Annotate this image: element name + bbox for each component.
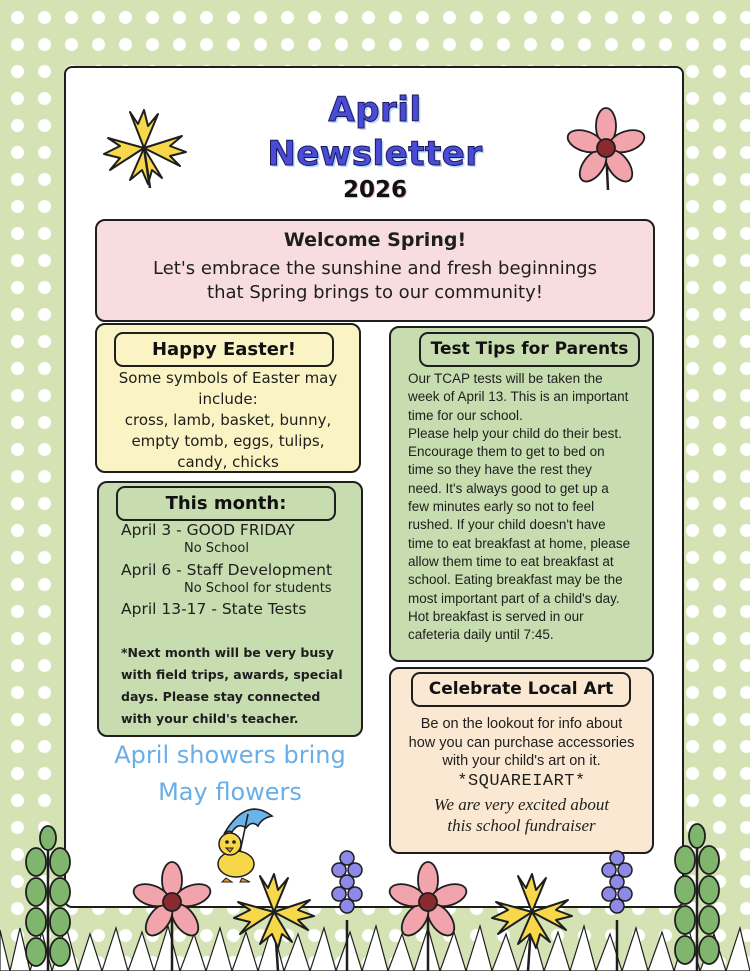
showers-line1: April showers bring bbox=[114, 741, 346, 769]
local-art-closing2: this school fundraiser bbox=[447, 816, 596, 835]
this-month-heading: This month: bbox=[116, 486, 336, 521]
notice-line: with field trips, awards, special bbox=[121, 667, 343, 682]
notice-line: with your child's teacher. bbox=[121, 711, 299, 726]
test-tip-line: time to eat breakfast at home, please bbox=[408, 535, 631, 551]
easter-line1: Some symbols of Easter may bbox=[118, 369, 338, 387]
local-art-line3: with your child's art on it. bbox=[442, 753, 601, 769]
easter-line3: cross, lamb, basket, bunny, bbox=[124, 411, 332, 429]
test-tip-line: time for our school. bbox=[408, 407, 523, 423]
test-tip-line: week of April 13. This is an important bbox=[408, 389, 629, 405]
yellow-flower-icon bbox=[100, 104, 192, 192]
test-tip-line: allow them time to eat breakfast at bbox=[408, 553, 614, 569]
event-label: April 13-17 - State Tests bbox=[121, 600, 307, 618]
event-label: April 3 - GOOD FRIDAY bbox=[121, 521, 295, 539]
welcome-line2: that Spring brings to our community! bbox=[207, 282, 543, 303]
newsletter-title-line2: Newsletter bbox=[267, 134, 483, 174]
easter-line2: include: bbox=[198, 390, 258, 408]
test-tip-line: rushed. If your child doesn't have bbox=[408, 517, 606, 533]
test-tips-body bbox=[408, 370, 652, 644]
local-art-brand: *SQUAREIART* bbox=[457, 772, 586, 791]
notice-line: *Next month will be very busy bbox=[121, 645, 334, 660]
test-tip-line: time so they have the rest they bbox=[408, 462, 592, 478]
local-art-line2: how you can purchase accessories bbox=[408, 735, 635, 751]
notice-line: days. Please stay connected bbox=[121, 689, 321, 704]
test-tip-line: Please help your child do their best. bbox=[408, 425, 622, 441]
easter-heading: Happy Easter! bbox=[114, 332, 334, 367]
test-tip-line: cafeteria daily until 7:45. bbox=[408, 627, 554, 643]
flower-garden-border bbox=[0, 810, 750, 971]
event-note: No School bbox=[184, 541, 249, 556]
test-tip-line: need. It's always good to get up a bbox=[408, 480, 609, 496]
local-art-heading: Celebrate Local Art bbox=[411, 672, 631, 707]
easter-line5: candy, chicks bbox=[177, 453, 279, 471]
local-art-line1: Be on the lookout for info about bbox=[420, 716, 623, 732]
welcome-heading: Welcome Spring! bbox=[283, 229, 467, 251]
test-tip-line: school. Eating breakfast may be the bbox=[408, 572, 623, 588]
test-tip-line: Encourage them to get to bed on bbox=[408, 444, 605, 460]
test-tip-line: most important part of a child's day. bbox=[408, 590, 620, 606]
local-art-closing1: We are very excited about bbox=[433, 795, 610, 814]
newsletter-year: 2026 bbox=[342, 177, 407, 203]
easter-line4: empty tomb, eggs, tulips, bbox=[131, 432, 325, 450]
showers-line2: May flowers bbox=[158, 778, 302, 806]
event-label: April 6 - Staff Development bbox=[121, 561, 333, 579]
test-tips-heading: Test Tips for Parents bbox=[419, 332, 640, 367]
welcome-line1: Let's embrace the sunshine and fresh beginnings bbox=[153, 258, 597, 279]
test-tip-line: Our TCAP tests will be taken the bbox=[408, 371, 603, 386]
event-note: No School for students bbox=[184, 581, 332, 596]
pink-flower-icon bbox=[560, 104, 652, 192]
test-tip-line: few minutes early so not to feel bbox=[408, 499, 595, 515]
test-tip-line: Hot breakfast is served in our bbox=[408, 608, 584, 624]
newsletter-title-line1: April bbox=[328, 90, 422, 130]
